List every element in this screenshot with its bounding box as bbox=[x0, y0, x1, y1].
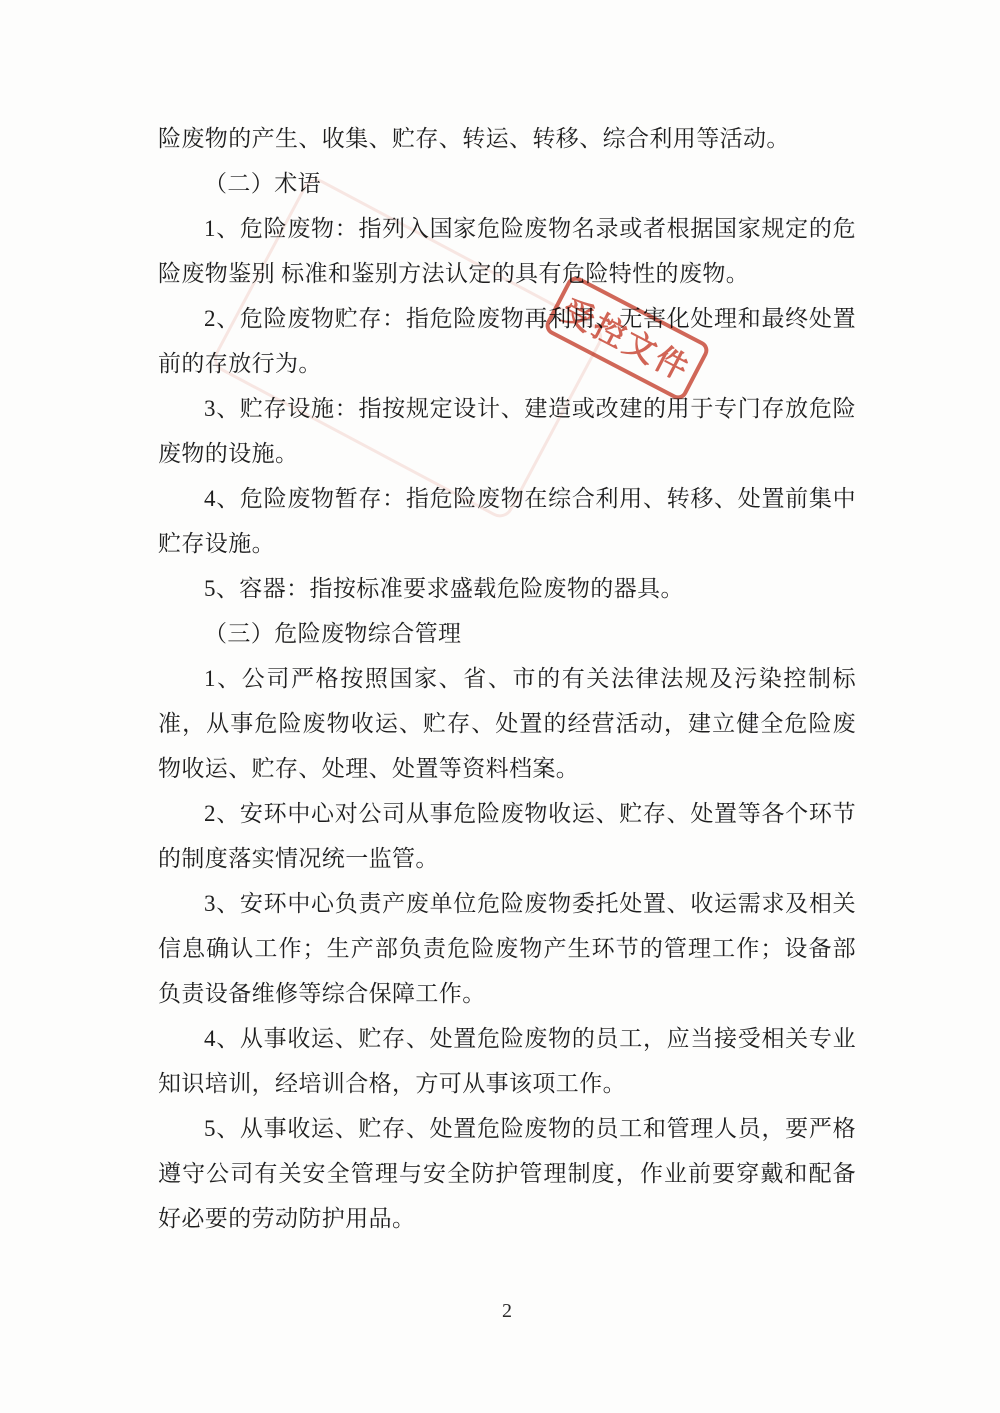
page-number: 2 bbox=[502, 1300, 512, 1322]
management-item-1: 1、公司严格按照国家、省、市的有关法律法规及污染控制标准，从事危险废物收运、贮存、处置的经营活动，建立健全危险废物收运、贮存、处理、处置等资料档案。 bbox=[158, 666, 856, 781]
term-definition-3-storage-facility: 3、贮存设施：指按规定设计、建造或改建的用于专门存放危险废物的设施。 bbox=[158, 396, 856, 466]
term-definition-2-storage: 2、危险废物贮存：指危险废物再利用、无害化处理和最终处置前的存放行为。 bbox=[158, 306, 856, 376]
management-item-4: 4、从事收运、贮存、处置危险废物的员工，应当接受相关专业知识培训，经培训合格，方可从事该项工作。 bbox=[158, 1026, 856, 1096]
document-body-text bbox=[158, 116, 856, 1241]
term-definition-1-hazardous-waste: 1、危险废物：指列入国家危险废物名录或者根据国家规定的危险废物鉴别 标准和鉴别方法认定的具有危险特性的废物。 bbox=[158, 216, 856, 286]
paragraph-continuation: 险废物的产生、收集、贮存、转运、转移、综合利用等活动。 bbox=[158, 126, 790, 151]
controlled-document-stamp-text: 受控文件 bbox=[555, 291, 697, 389]
management-item-5: 5、从事收运、贮存、处置危险废物的员工和管理人员，要严格遵守公司有关安全管理与安全防护管理制度，作业前要穿戴和配备好必要的劳动防护用品。 bbox=[158, 1116, 856, 1231]
term-definition-4-temporary-storage: 4、危险废物暂存：指危险废物在综合利用、转移、处置前集中贮存设施。 bbox=[158, 486, 856, 556]
section-heading-3-management: （三）危险废物综合管理 bbox=[204, 621, 462, 646]
management-item-2: 2、安环中心对公司从事危险废物收运、贮存、处置等各个环节的制度落实情况统一监管。 bbox=[158, 801, 856, 871]
section-heading-2-terms: （二）术语 bbox=[204, 171, 321, 196]
management-item-3: 3、安环中心负责产废单位危险废物委托处置、收运需求及相关信息确认工作；生产部负责危险废物产生环节的管理工作；设备部负责设备维修等综合保障工作。 bbox=[158, 891, 856, 1006]
term-definition-5-container: 5、容器：指按标准要求盛载危险废物的器具。 bbox=[204, 576, 684, 601]
